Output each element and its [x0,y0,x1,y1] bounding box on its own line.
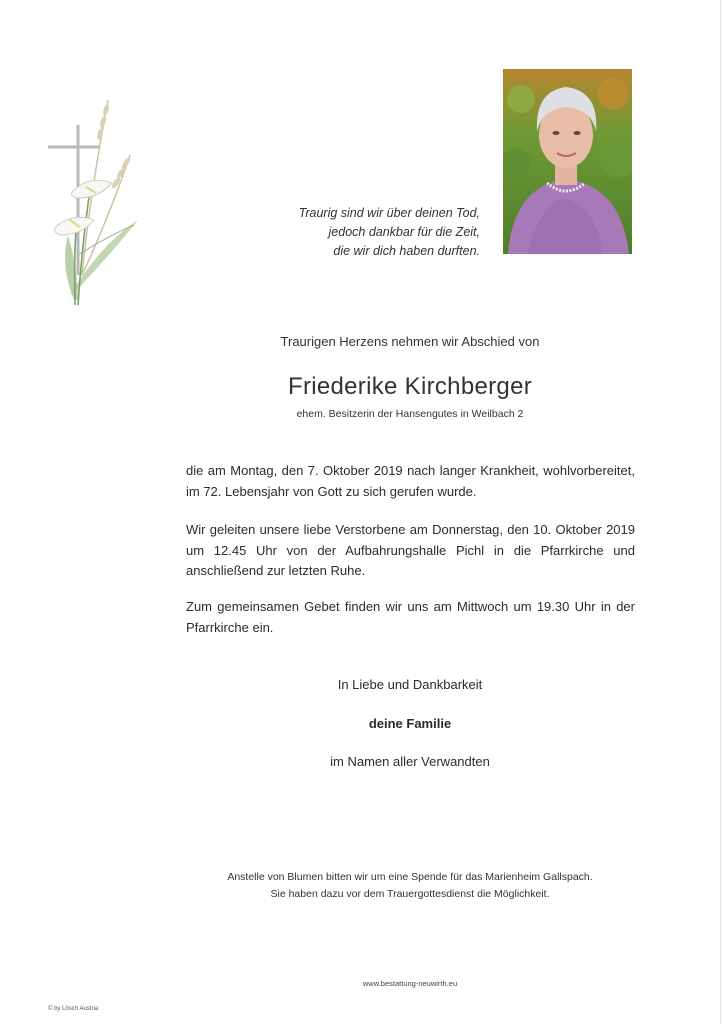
donation-notice-line: Sie haben dazu vor dem Trauergottesdienst die Möglichkeit. [270,888,550,900]
relatives-line: im Namen aller Verwandten [330,754,490,769]
donation-notice-line: Anstelle von Blumen bitten wir um eine Spende für das Marienheim Gallspach. [227,871,593,883]
poem-line: die wir dich haben durften. [333,244,480,258]
cross-lily-ornament-icon [30,95,145,315]
death-notice-paragraph: die am Montag, den 7. Oktober 2019 nach langer Krankheit, wohlvorbereitet, im 72. Lebensjahr von Gott zu sich gerufen wurde. [186,463,635,499]
deceased-description: ehem. Besitzerin der Hansengutes in Weilbach 2 [296,408,524,420]
family-signature: deine Familie [368,716,452,731]
closing-line: In Liebe und Dankbarkeit [337,677,483,692]
poem [220,204,480,261]
farewell-intro: Traurigen Herzens nehmen wir Abschied von [280,334,540,349]
portrait-photo [503,69,632,254]
funeral-home-website: www.bestattung-neuwirth.eu [362,979,458,988]
copyright-note: © by Lösch Austria [48,1006,99,1012]
funeral-paragraph: Wir geleiten unsere liebe Verstorbene am Donnerstag, den 10. Oktober 2019 um 12.45 Uhr von der Aufbahrungshalle Pichl in die Pfarrkirche und anschließend zur letzten Ruhe. [186,522,635,578]
poem-line: jedoch dankbar für die Zeit, [328,225,480,239]
prayer-paragraph: Zum gemeinsamen Gebet finden wir uns am Mittwoch um 19.30 Uhr in der Pfarrkirche ein. [186,599,635,635]
donation-notice [0,869,724,903]
poem-line: Traurig sind wir über deinen Tod, [298,206,480,220]
deceased-name: Friederike Kirchberger [287,373,533,400]
